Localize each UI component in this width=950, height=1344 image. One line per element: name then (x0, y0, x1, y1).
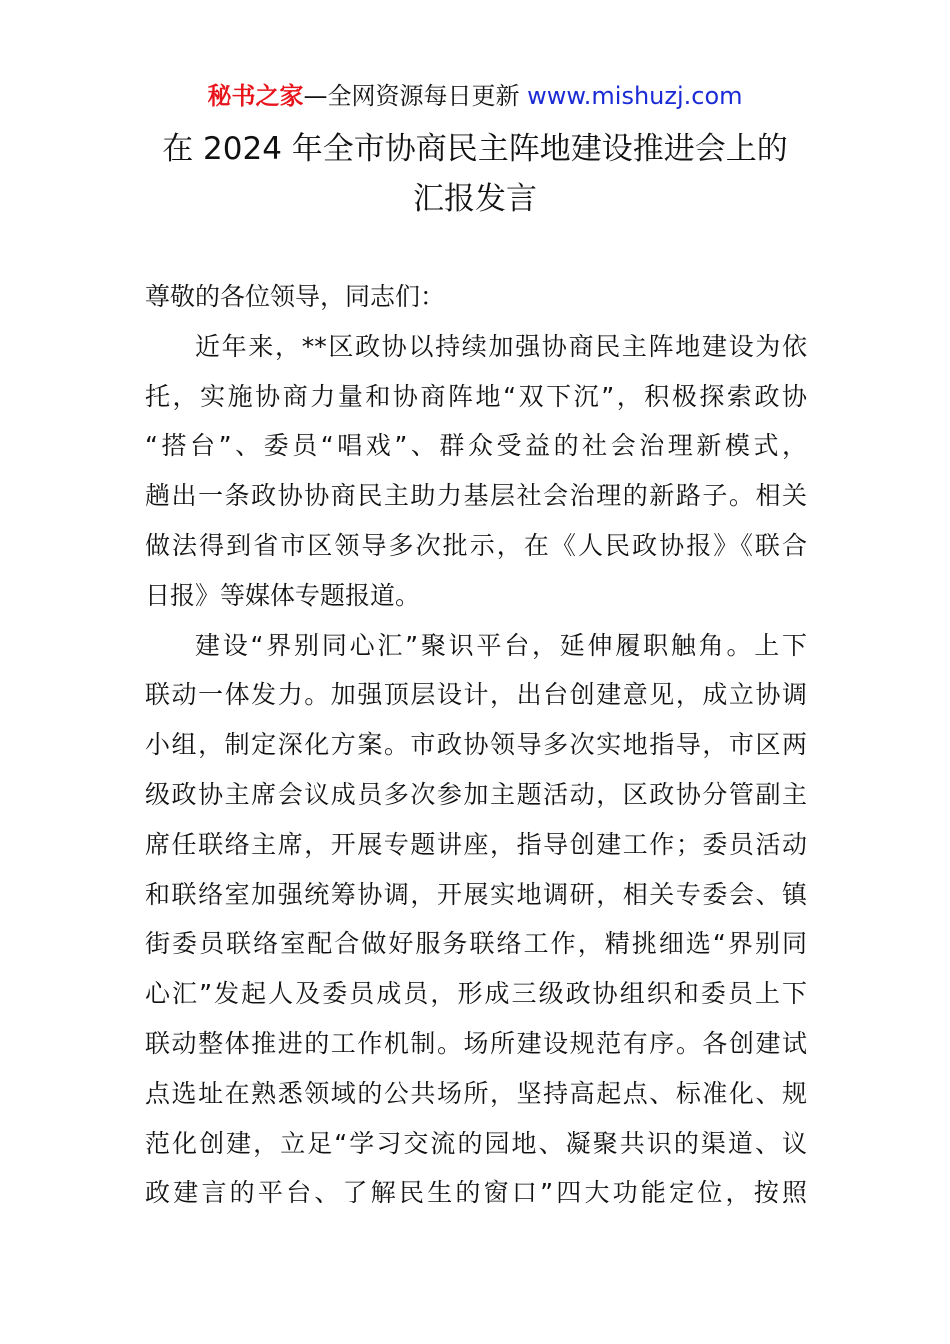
text-line: 做法得到省市区领导多次批示，在《人民政协报》《联合 (145, 530, 807, 560)
text-line: 小组，制定深化方案。市政协领导多次实地指导，市区两 (145, 730, 807, 760)
page-header (0, 78, 950, 114)
text-line: 建设“界别同心汇”聚识平台，延伸履职触角。上下 (195, 630, 807, 660)
text-line: 近年来，**区政协以持续加强协商民主阵地建设为依 (195, 331, 807, 361)
text-line: 联动整体推进的工作机制。场所建设规范有序。各创建试 (145, 1028, 807, 1058)
site-url-link[interactable]: www.mishuzj.com (527, 82, 743, 110)
site-tagline: —全网资源每日更新 (303, 82, 520, 110)
title-line-2: 汇报发言 (413, 181, 537, 217)
title-line-1: 在 2024 年全市协商民主阵地建设推进会上的 (162, 131, 788, 167)
salutation: 尊敬的各位领导，同志们： (145, 282, 446, 311)
text-line: 日报》等媒体专题报道。 (145, 580, 421, 610)
text-line: 和联络室加强统筹协调，开展实地调研，相关专委会、镇 (145, 879, 807, 909)
document-title (0, 124, 950, 224)
text-line: 级政协主席会议成员多次参加主题活动，区政协分管副主 (145, 779, 807, 809)
text-line: 心汇”发起人及委员成员，形成三级政协组织和委员上下 (145, 979, 807, 1009)
text-line: 趟出一条政协协商民主助力基层社会治理的新路子。相关 (145, 481, 807, 511)
text-line: 托，实施协商力量和协商阵地“双下沉”，积极探索政协 (145, 381, 807, 411)
text-line: 政建言的平台、了解民生的窗口”四大功能定位，按照 (145, 1178, 807, 1208)
text-line: “搭台”、委员“唱戏”、群众受益的社会治理新模式， (145, 431, 807, 461)
document-body (145, 272, 807, 1218)
text-line: 街委员联络室配合做好服务联络工作，精挑细选“界别同 (145, 929, 807, 959)
text-line: 点选址在熟悉领域的公共场所，坚持高起点、标准化、规 (145, 1078, 807, 1108)
text-line: 席任联络主席，开展专题讲座，指导创建工作；委员活动 (145, 829, 807, 859)
site-brand: 秘书之家 (207, 82, 304, 110)
text-line: 联动一体发力。加强顶层设计，出台创建意见，成立协调 (145, 680, 807, 710)
text-line: 范化创建，立足“学习交流的园地、凝聚共识的渠道、议 (145, 1128, 807, 1158)
